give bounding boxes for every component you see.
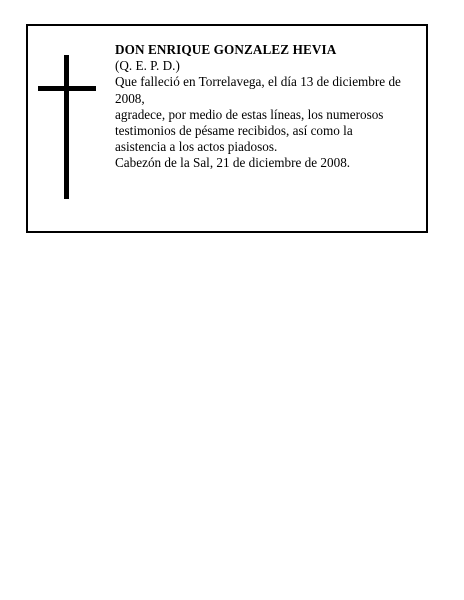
- death-statement: Que falleció en Torrelavega, el día 13 de diciembre de 2008,: [115, 74, 401, 106]
- rip-abbreviation: (Q. E. P. D.): [115, 58, 180, 74]
- cross-horizontal-bar: [38, 86, 96, 91]
- cross-icon: [38, 55, 98, 199]
- deceased-name: DON ENRIQUE GONZALEZ HEVIA: [115, 42, 337, 57]
- obituary-notice: [26, 24, 428, 233]
- thanks-statement: agradece, por medio de estas líneas, los numerosos testimonios de pésame recibidos, así como la asistencia a los actos piadosos.: [115, 106, 384, 155]
- notice-text: [115, 42, 405, 172]
- place-and-date: Cabezón de la Sal, 21 de diciembre de 2008.: [115, 155, 351, 171]
- cross-vertical-bar: [64, 55, 69, 199]
